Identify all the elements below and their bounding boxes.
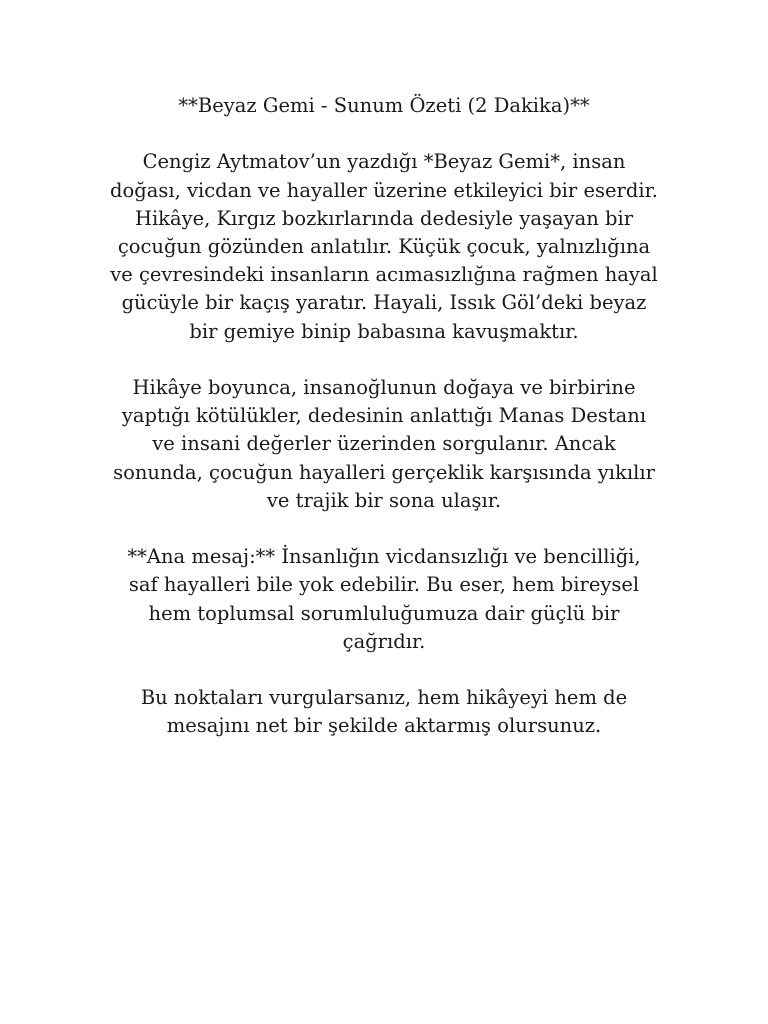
paragraph-spacer [110, 120, 658, 148]
paragraph-spacer [110, 515, 658, 543]
paragraph-main-message: **Ana mesaj:** İnsanlığın vicdansızlığı ve bencilliği, saf hayalleri bile yok edebilir. Bu eser, hem bireysel hem toplumsal sorumluluğumuza dair güçlü bir çağrıdır. [127, 545, 641, 653]
document-page [110, 92, 658, 741]
paragraph-spacer [110, 346, 658, 374]
document-title: **Beyaz Gemi - Sunum Özeti (2 Dakika)** [178, 94, 590, 117]
paragraph-intro: Cengiz Aytmatov’un yazdığı *Beyaz Gemi*, insan doğası, vicdan ve hayaller üzerine etkileyici bir eserdir. Hikâye, Kırgız bozkırlarında dedesiyle yaşayan bir çocuğun gözünden anlatılır. Küçük çocuk, yalnızlığına ve çevresindeki insanların acımasızlığına rağmen hayal gücüyle bir kaçış yaratır. Hayali, Issık Göl’deki beyaz bir gemiye binip babasına kavuşmaktır. [110, 150, 658, 343]
paragraph-closing: Bu noktaları vurgularsanız, hem hikâyeyi hem de mesajını net bir şekilde aktarmış olursunuz. [140, 686, 628, 738]
paragraph-spacer [110, 656, 658, 684]
paragraph-story: Hikâye boyunca, insanoğlunun doğaya ve birbirine yaptığı kötülükler, dedesinin anlattığı Manas Destanı ve insani değerler üzerinden sorgulanır. Ancak sonunda, çocuğun hayalleri gerçeklik karşısında yıkılır ve trajik bir sona ulaşır. [113, 376, 655, 512]
